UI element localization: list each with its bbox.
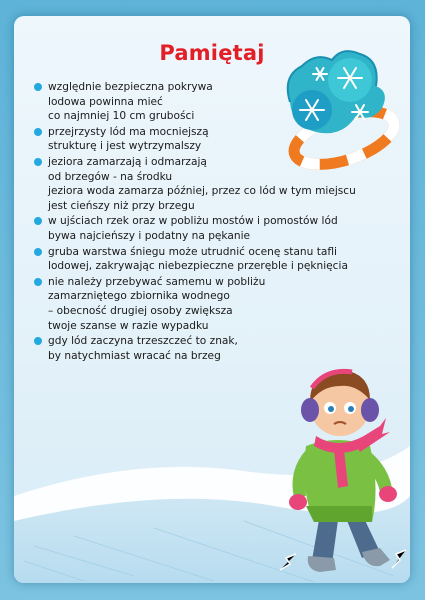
tip-text-line: nie należy przebywać samemu w pobliżu bbox=[48, 275, 266, 288]
tip-text-line: zamarzniętego zbiornika wodnego bbox=[48, 290, 230, 303]
content-panel bbox=[14, 16, 410, 583]
tip-text-line: by natychmiast wracać na brzeg bbox=[48, 349, 221, 362]
tip-text-line: – obecność drugiej osoby zwiększa bbox=[48, 304, 233, 317]
bullet-icon bbox=[34, 217, 42, 225]
bullet-icon bbox=[34, 158, 42, 166]
girl-illustration bbox=[276, 338, 410, 578]
tip-item bbox=[32, 245, 404, 274]
tip-item bbox=[32, 214, 404, 243]
bullet-icon bbox=[34, 128, 42, 136]
tip-text-line: przejrzysty lód ma mocniejszą bbox=[48, 125, 209, 138]
tip-text-line: jest cieńszy niż przy brzegu bbox=[48, 199, 195, 212]
tip-text-line: jeziora woda zamarza później, przez co lód w tym miejscu bbox=[48, 185, 356, 198]
tip-text-line: od brzegów - na środku bbox=[48, 170, 173, 183]
page-title: Pamiętaj bbox=[159, 41, 265, 65]
mitten-icon bbox=[288, 51, 385, 133]
bullet-icon bbox=[34, 248, 42, 256]
tip-text-line: twoje szanse w razie wypadku bbox=[48, 319, 209, 332]
tip-text-line: co najmniej 10 cm grubości bbox=[48, 110, 195, 123]
tip-text-line: strukturę i jest wytrzymalszy bbox=[48, 140, 202, 153]
mitten-lifebuoy-illustration bbox=[272, 46, 400, 170]
tip-text-line: jeziora zamarzają i odmarzają bbox=[48, 155, 207, 168]
bullet-icon bbox=[34, 278, 42, 286]
tip-text-line: gruba warstwa śniegu może utrudnić ocenę stanu tafli bbox=[48, 245, 337, 258]
tip-text-line: lodowa powinna mieć bbox=[48, 95, 163, 108]
tip-item bbox=[32, 275, 404, 333]
tip-text-line: bywa najcieńszy i podatny na pękanie bbox=[48, 229, 251, 242]
tip-text-line: gdy lód zaczyna trzeszczeć to znak, bbox=[48, 335, 238, 348]
tip-text-line: w ujściach rzek oraz w pobliżu mostów i pomostów lód bbox=[48, 215, 338, 228]
tip-text-line: względnie bezpieczna pokrywa bbox=[48, 81, 213, 93]
tip-text-line: lodowej, zakrywając niebezpieczne przeręble i pęknięcia bbox=[48, 260, 348, 273]
bullet-icon bbox=[34, 337, 42, 345]
bullet-icon bbox=[34, 83, 42, 91]
